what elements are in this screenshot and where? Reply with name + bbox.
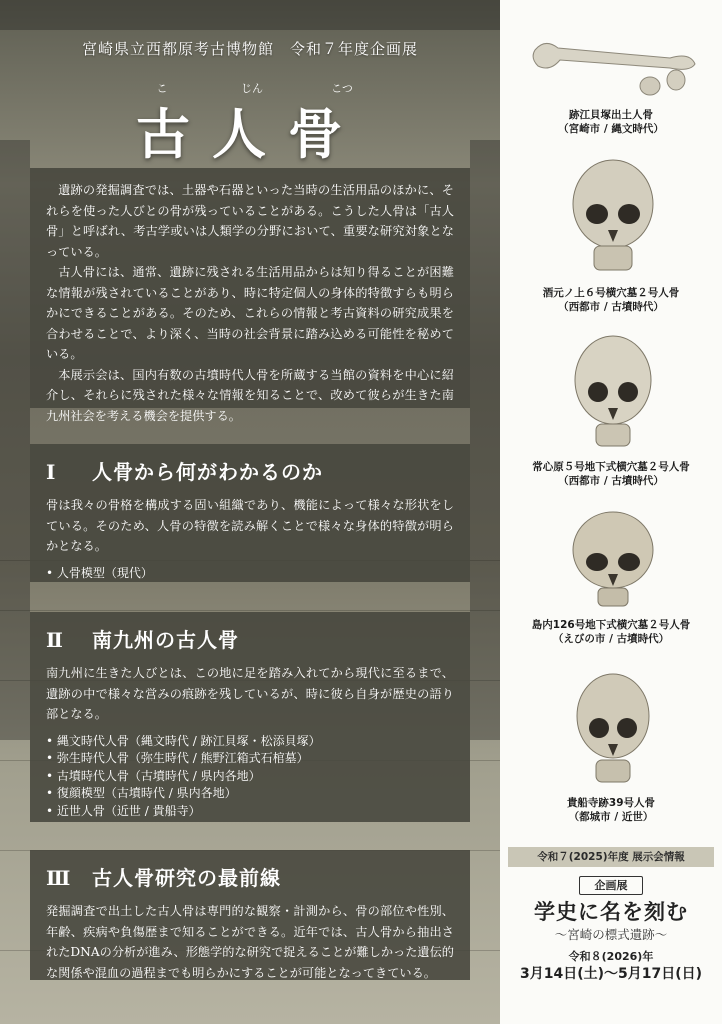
exhibition-subtitle: 〜宮崎の標式遺跡〜	[554, 927, 668, 942]
skull-image	[570, 510, 656, 610]
figure-caption: 島内126号地下式横穴墓２号人骨 （えびの市 / 古墳時代）	[531, 619, 691, 645]
figure-caption: 貴船寺跡39号人骨 （都城市 / 近世）	[566, 797, 656, 823]
title-ruby-2: じん	[241, 82, 263, 95]
list-item: • 弥生時代人骨（弥生時代 / 熊野江箱式石棺墓）	[46, 750, 454, 768]
list-item: • 復顔模型（古墳時代 / 県内各地）	[46, 785, 454, 803]
figure-caption: 跡江貝塚出土人骨 （宮崎市 / 縄文時代）	[558, 109, 664, 135]
exhibition-dates: 3月14日(土)～5月17日(日)	[519, 966, 703, 982]
title-ruby-1: こ	[156, 82, 168, 95]
figure-caption: 酒元ノ上６号横穴墓２号人骨 （西都市 / 古墳時代）	[542, 287, 680, 313]
section-body: 南九州に生きた人びとは、この地に足を踏み入れてから現代に至るまで、遺跡の中で様々な営みの痕跡を残しているが、時に彼ら自身が歴史の語り部となる。	[46, 666, 454, 721]
section-1	[30, 444, 470, 582]
section-list	[46, 733, 454, 821]
exhibition-title: 学史に名を刻む	[534, 899, 688, 924]
section-heading: Ⅲ 古人骨研究の最前線	[46, 866, 281, 890]
section-heading: Ⅱ 南九州の古人骨	[46, 628, 239, 652]
title-ruby-3: こつ	[331, 82, 353, 95]
section-2	[30, 612, 470, 822]
list-item: • 近世人骨（近世 / 貴船寺）	[46, 803, 454, 821]
list-item: • 人骨模型（現代）	[46, 565, 454, 583]
skull-image	[574, 672, 652, 788]
list-item: • 古墳時代人骨（古墳時代 / 県内各地）	[46, 768, 454, 786]
intro-box	[30, 168, 470, 423]
exhibition-type-badge: 企画展	[579, 876, 643, 895]
list-item: • 縄文時代人骨（縄文時代 / 跡江貝塚・松添貝塚）	[46, 733, 454, 751]
section-list	[46, 565, 454, 583]
figure-column	[500, 0, 722, 1024]
section-3	[30, 850, 470, 980]
intro-paragraph: 古人骨には、通常、遺跡に残される生活用品からは知り得ることが困難な情報が残されていることがあり、時に特定個人の身体的特徴すらも明らかにできることがある。そのため、これらの情報と考古資料の研究成果を合わせることで、より深く、当時の社会背景に踏み込める可能性を秘めている。	[46, 265, 454, 361]
intro-paragraph: 遺跡の発掘調査では、土器や石器といった当時の生活用品のほかに、それらを使った人びとの骨が残っていることがある。こうした人骨は「古人骨」と呼ばれ、考古学或いは人類学の分野において、重要な研究対象となっている。	[46, 183, 454, 259]
exhibition-info-bar: 令和７(2025)年度 展示会情報	[508, 847, 714, 867]
section-heading: Ⅰ 人骨から何がわかるのか	[46, 460, 323, 484]
intro-paragraph: 本展示会は、国内有数の古墳時代人骨を所蔵する当館の資料を中心に紹介し、それらに残された様々な情報を知ることで、改めて彼らが生きた南九州社会を考える機会を提供する。	[46, 367, 454, 423]
page-title: 古人骨	[136, 102, 364, 166]
skull-image	[572, 334, 654, 452]
figure-caption: 常心原５号地下式横穴墓２号人骨 （西都市 / 古墳時代）	[532, 461, 690, 487]
exhibition-year: 令和８(2026)年	[568, 950, 654, 963]
section-body: 発掘調査で出土した古人骨は専門的な観察・計測から、骨の部位や性別、年齢、疾病や負傷歴まで知ることができる。近年では、古人骨から抽出されたDNAの分析が進み、形態学的な研究で捉えることが難しかった遺伝的な関係や混血の過程までも明らかにすることが可能となってきている。	[46, 904, 454, 980]
section-body: 骨は我々の骨格を構成する固い組織であり、機能によって様々な形状をしている。そのため、人骨の特徴を読み解くことで様々な身体的特徴が明らかとなる。	[46, 498, 454, 553]
skull-image	[570, 158, 656, 276]
bone-image	[530, 38, 700, 100]
org-header: 宮崎県立西都原考古博物館 令和７年度企画展	[81, 40, 418, 58]
